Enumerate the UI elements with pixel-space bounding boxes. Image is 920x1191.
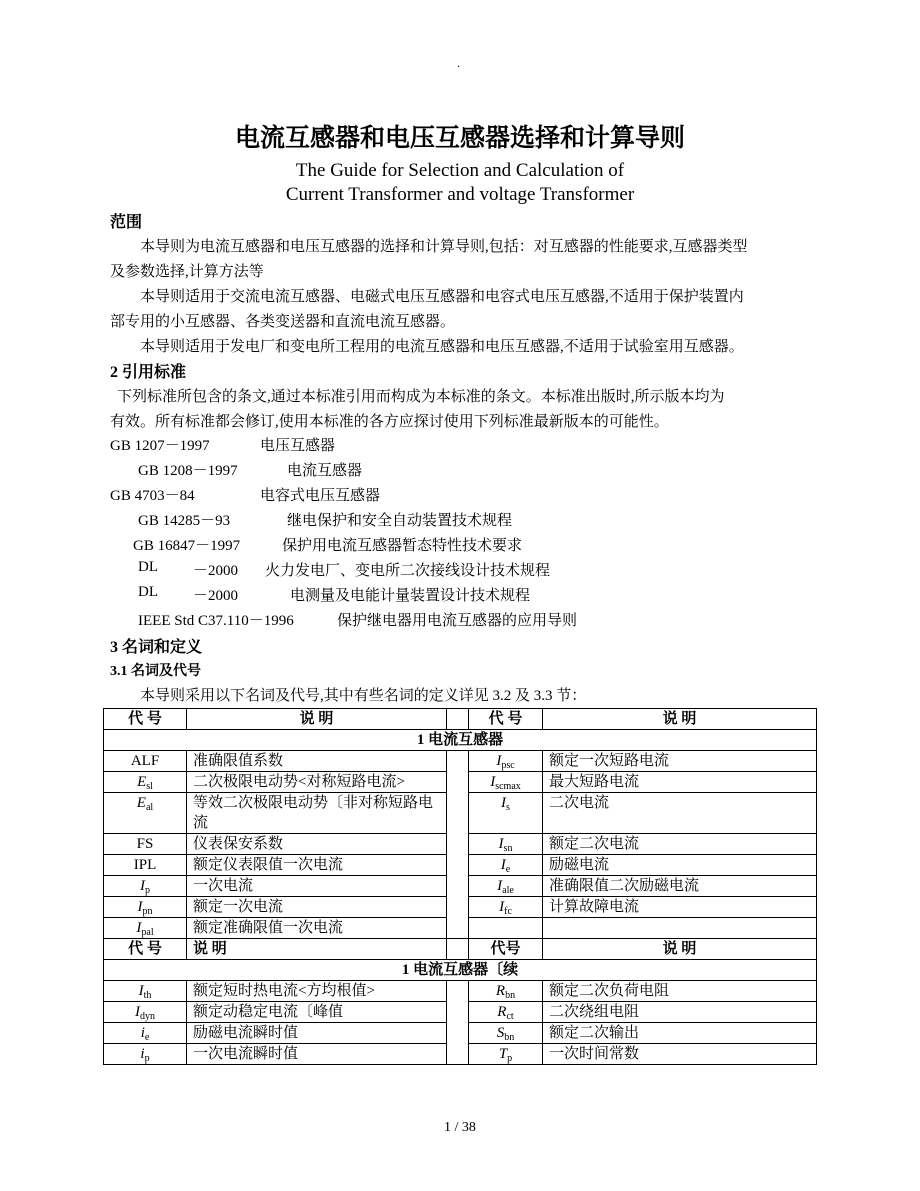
code-base: FS (136, 836, 154, 852)
term-description: 额定准确限值一次电流 (187, 918, 447, 939)
table-row (104, 751, 817, 772)
table-row (104, 918, 817, 939)
term-description: 额定一次电流 (187, 897, 447, 918)
english-title-line-2: Current Transformer and voltage Transformer (285, 184, 635, 205)
table-row (104, 876, 817, 897)
term-description: 一次电流瞬时值 (187, 1044, 447, 1065)
spacer-cell (447, 1002, 469, 1023)
column-header-description: 说 明 (543, 939, 817, 960)
code-subscript: psc (501, 760, 515, 771)
section-heading-scope: 范围 (110, 214, 143, 231)
code-subscript: scmax (495, 781, 521, 792)
term-description: 计算故障电流 (543, 897, 817, 918)
spacer-cell (447, 897, 469, 918)
term-description: 二次电流 (543, 793, 817, 834)
standard-code: GB 1208－1997 (138, 463, 238, 479)
table-row (104, 897, 817, 918)
paragraph-line: 本导则为电流互感器和电压互感器的选择和计算导则,包括：对互感器的性能要求,互感器类型 (140, 239, 748, 255)
term-description: 准确限值系数 (187, 751, 447, 772)
code-base: I (136, 920, 142, 936)
page-number: 1 / 38 (444, 1120, 476, 1135)
standard-code: GB 14285－93 (138, 513, 231, 529)
term-description: 仪表保安系数 (187, 834, 447, 855)
header-mark: . (457, 56, 460, 70)
term-code (104, 918, 187, 939)
standard-name: 保护继电器用电流互感器的应用导则 (337, 613, 578, 629)
code-subscript: pn (142, 906, 153, 917)
code-subscript: e (144, 1032, 150, 1043)
code-subscript: al (145, 802, 154, 813)
spacer-cell (447, 981, 469, 1002)
paragraph-line: 本导则采用以下名词及代号,其中有些名词的定义详见 3.2 及 3.3 节： (140, 688, 587, 704)
paragraph-line: 部专用的小互感器、各类变送器和直流电流互感器。 (110, 314, 456, 330)
term-code (469, 772, 543, 793)
table-row (104, 855, 817, 876)
term-code (469, 1023, 543, 1044)
code-subscript: pal (141, 927, 154, 938)
term-code (469, 1002, 543, 1023)
term-code (469, 834, 543, 855)
term-description: 最大短路电流 (543, 772, 817, 793)
section-title: 1 电流互感器 (104, 730, 817, 751)
code-subscript: p (144, 1053, 150, 1064)
standard-name: 电压互感器 (260, 438, 336, 454)
standard-name: 电容式电压互感器 (260, 488, 381, 504)
paragraph-line: 本导则适用于交流电流互感器、电磁式电压互感器和电容式电压互感器,不适用于保护装置内 (140, 289, 744, 305)
standard-name: 电测量及电能计量装置设计技术规程 (290, 588, 531, 604)
code-subscript: ale (502, 885, 514, 896)
term-code (104, 897, 187, 918)
code-subscript: fc (504, 906, 512, 917)
term-description: 额定二次输出 (543, 1023, 817, 1044)
section-title: 1 电流互感器〔续 (104, 960, 817, 981)
standard-name: 继电保护和安全自动装置技术规程 (287, 513, 513, 529)
term-code (104, 855, 187, 876)
column-header-code: 代号 (469, 939, 543, 960)
term-code (104, 834, 187, 855)
term-code (469, 751, 543, 772)
term-description: 额定一次短路电流 (543, 751, 817, 772)
table-row (104, 793, 817, 834)
english-title-line-1: The Guide for Selection and Calculation of (295, 160, 625, 181)
table-header-row (104, 939, 817, 960)
term-code (469, 897, 543, 918)
table-row (104, 834, 817, 855)
term-code (104, 751, 187, 772)
table-section-row (104, 730, 817, 751)
table-section-row (104, 960, 817, 981)
code-subscript: dyn (140, 1011, 155, 1022)
term-description: 额定二次电流 (543, 834, 817, 855)
code-base: ALF (130, 753, 160, 769)
term-description: 额定短时热电流<方均根值> (187, 981, 447, 1002)
standard-name: 火力发电厂、变电所二次接线设计技术规程 (265, 563, 551, 579)
spacer-cell (447, 834, 469, 855)
term-code (469, 855, 543, 876)
term-description (543, 918, 817, 939)
paragraph-line: 下列标准所包含的条文,通过本标准引用而构成为本标准的条文。本标准出版时,所示版本均为 (117, 389, 725, 405)
section-heading-definitions: 3 名词和定义 (110, 639, 203, 656)
term-description: 等效二次极限电动势〔非对称短路电流 (187, 793, 447, 834)
term-code (469, 1044, 543, 1065)
paragraph-line: 本导则适用于发电厂和变电所工程用的电流互感器和电压互感器,不适用于试验室用互感器。 (140, 339, 744, 355)
term-description: 励磁电流 (543, 855, 817, 876)
code-base: i (140, 1046, 145, 1062)
standard-year: －2000 (193, 563, 239, 579)
spacer-cell (447, 855, 469, 876)
code-subscript: p (145, 885, 150, 896)
code-base: E (137, 774, 147, 790)
code-base: I (498, 836, 504, 852)
term-code (104, 1023, 187, 1044)
spacer-cell (447, 918, 469, 939)
code-subscript: ct (506, 1011, 514, 1022)
subsection-heading: 3.1 名词及代号 (110, 664, 201, 679)
standard-code: DL (138, 559, 158, 575)
standard-code: DL (138, 584, 158, 600)
code-subscript: sn (503, 843, 513, 854)
spacer-cell (447, 1044, 469, 1065)
code-base: I (501, 795, 507, 811)
table-row (104, 1002, 817, 1023)
column-header-description: 说 明 (543, 709, 817, 730)
spacer-cell (447, 751, 469, 772)
spacer-cell (447, 876, 469, 897)
code-base: I (500, 857, 506, 873)
term-description: 额定二次负荷电阻 (543, 981, 817, 1002)
term-code (469, 981, 543, 1002)
term-code (469, 918, 543, 939)
term-code (104, 772, 187, 793)
term-description: 一次时间常数 (543, 1044, 817, 1065)
spacer-cell (447, 1023, 469, 1044)
term-code (104, 1044, 187, 1065)
code-base: R (495, 983, 506, 999)
term-description: 二次绕组电阻 (543, 1002, 817, 1023)
code-subscript: th (143, 990, 152, 1001)
section-heading-references: 2 引用标准 (110, 364, 187, 381)
code-base: I (490, 774, 496, 790)
code-base: I (496, 753, 502, 769)
paragraph-line: 及参数选择,计算方法等 (110, 264, 264, 280)
term-description: 励磁电流瞬时值 (187, 1023, 447, 1044)
table-row (104, 772, 817, 793)
standard-year: －2000 (193, 588, 239, 604)
column-header-code: 代 号 (104, 939, 187, 960)
code-base: T (498, 1046, 508, 1062)
spacer-cell (447, 939, 469, 960)
column-header-description: 说 明 (187, 939, 447, 960)
term-code (104, 981, 187, 1002)
term-code (104, 793, 187, 834)
code-subscript: sl (146, 781, 153, 792)
document-title: 电流互感器和电压互感器选择和计算导则 (234, 125, 685, 152)
standard-name: 电流互感器 (287, 463, 363, 479)
code-base: I (497, 878, 503, 894)
term-description: 额定动稳定电流〔峰值 (187, 1002, 447, 1023)
term-code (469, 793, 543, 834)
code-subscript: s (506, 802, 510, 813)
standard-code: IEEE Std C37.110－1996 (138, 613, 294, 629)
code-base: IPL (133, 857, 157, 873)
table-header-row (104, 709, 817, 730)
spacer-cell (447, 709, 469, 730)
code-subscript: bn (504, 1032, 515, 1043)
code-base: I (499, 899, 505, 915)
term-code (469, 876, 543, 897)
spacer-cell (447, 793, 469, 834)
standard-code: GB 4703－84 (110, 488, 195, 504)
column-header-description: 说 明 (187, 709, 447, 730)
standard-code: GB 1207－1997 (110, 438, 210, 454)
column-header-code: 代 号 (104, 709, 187, 730)
term-description: 准确限值二次励磁电流 (543, 876, 817, 897)
term-code (104, 876, 187, 897)
code-subscript: bn (505, 990, 516, 1001)
term-code (104, 1002, 187, 1023)
code-base: I (140, 878, 145, 894)
code-base: i (140, 1025, 145, 1041)
table-row (104, 1023, 817, 1044)
code-base: I (137, 899, 143, 915)
code-base: E (136, 795, 146, 811)
code-base: I (135, 1004, 140, 1020)
terms-table (103, 708, 817, 1065)
code-base: R (497, 1004, 507, 1020)
table-row (104, 981, 817, 1002)
term-description: 二次极限电动势<对称短路电流> (187, 772, 447, 793)
term-description: 额定仪表限值一次电流 (187, 855, 447, 876)
spacer-cell (447, 772, 469, 793)
paragraph-line: 有效。所有标准都会修订,使用本标准的各方应探讨使用下列标准最新版本的可能性。 (110, 414, 669, 430)
code-subscript: p (507, 1053, 513, 1064)
term-description: 一次电流 (187, 876, 447, 897)
code-base: I (138, 983, 144, 999)
standard-code: GB 16847－1997 (133, 538, 241, 554)
standard-name: 保护用电流互感器暂态特性技术要求 (282, 538, 523, 554)
code-base: S (496, 1025, 505, 1041)
code-subscript: e (505, 864, 511, 875)
table-row (104, 1044, 817, 1065)
column-header-code: 代 号 (469, 709, 543, 730)
